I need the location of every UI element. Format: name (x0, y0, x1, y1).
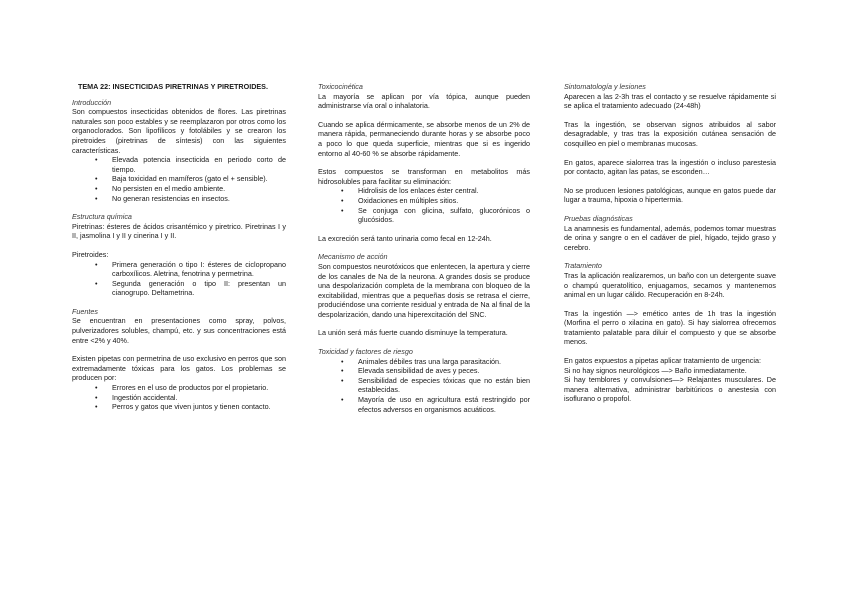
list-item: • Animales débiles tras una larga parasitación. (358, 357, 530, 367)
intro-paragraph: Son compuestos insecticidas obtenidos de flores. Las piretrinas naturales son poco estables y se reemplazaron por otros como los organoclorados. Son lipofílicos y fotolábiles y se crearon los piretroides (piretrinas de síntesis) con las siguientes características. (72, 107, 286, 155)
tx-line-1: Si no hay signos neurológicos —> Baño inmediatamente. (564, 365, 747, 375)
section-heading-estructura: Estructura química (72, 212, 132, 222)
section-heading-fuentes: Fuentes (72, 306, 98, 316)
sx-paragraph-3: En gatos, aparece sialorrea tras la ingestión o incluso parestesia por contacto, agitan las patas, se esconden… (564, 157, 776, 177)
pipettes-list (72, 383, 286, 412)
list-item: • Ingestión accidental. (112, 393, 286, 403)
tk-paragraph-1: La mayoría se aplican por vía tópica, aunque pueden administrarse vía oral o inhalatoria. (318, 91, 530, 111)
chem-paragraph: Piretrinas: ésteres de ácidos crisantémico y piretrico. Piretrinas I y II, jasmolina I y II y cinerina I y II. (72, 221, 286, 241)
tk-paragraph-2: Cuando se aplica dérmicamente, se absorbe menos de un 2% de manera rápida, permaneciendo durante horas y se absorbe poco a poco lo que queda superficie, mientras que si es ingerido entorno al 40-60 % se absorbe rápidamente. (318, 119, 530, 158)
sx-paragraph-4: No se producen lesiones patológicas, aunque en gatos puede dar lugar a trauma, hipoxia o hipertermia. (564, 185, 776, 205)
list-item: • No generan resistencias en insectos. (112, 194, 286, 204)
intro-list (72, 155, 286, 203)
list-item: • Elevada potencia insecticida en periodo corto de tiempo. (112, 155, 286, 174)
tx-paragraph-1: Tras la aplicación realizaremos, un baño con un detergente suave o champú queratolítico, enjuagamos, secamos y mantenemos animal en un lugar cálido. Recuperación en 8-24h. (564, 270, 776, 300)
tx-paragraph-3: En gatos expuestos a pipetas aplicar tratamiento de urgencia: (564, 356, 761, 366)
column-1 (72, 82, 286, 421)
risk-list (318, 357, 530, 415)
section-heading-sintomatologia: Sintomatología y lesiones (564, 82, 646, 91)
moa-paragraph-2: La unión será más fuerte cuando disminuye la temperatura. (318, 328, 508, 338)
list-item: • Hidrolisis de los enlaces éster central. (358, 186, 530, 196)
document-title: TEMA 22: INSECTICIDAS PIRETRINAS Y PIRETROIDES. (78, 82, 268, 91)
tk-list (318, 186, 530, 224)
list-item: • Elevada sensibilidad de aves y peces. (358, 366, 530, 376)
dx-paragraph-1: La anamnesis es fundamental, además, podemos tomar muestras de orina y sangre o en el cadáver de piel, hígado, tejido graso y cerebro. (564, 223, 776, 252)
list-item: • Se conjuga con glicina, sulfato, glucorónicos o glucósidos. (358, 206, 530, 225)
moa-paragraph-1: Son compuestos neurotóxicos que enlentecen, la apertura y cierre de los canales de Na de la neurona. A grandes dosis se produce una despolarización completa de la membrana con bloqueo de la excitabilidad, mientras que a pequeñas dosis se retrasa el cierre, produciéndose una corriente residual y entrada de Na al final de la despolarización, dando una hiperexcitación del SNC. (318, 261, 530, 319)
list-item: • Primera generación o tipo I: ésteres de ciclopropano carboxílicos. Aletrina, fenotrina y permetrina. (112, 260, 286, 279)
piretroides-list (72, 260, 286, 298)
tx-line-2: Si hay temblores y convulsiones—> Relajantes musculares. De manera alternativa, administrar barbitúricos o anestesia con isoflurano o propofol. (564, 375, 776, 404)
sx-paragraph-2: Tras la ingestión, se observan signos atribuidos al sabor desagradable, y tras tras la exposición cutánea sensación de cosquilleo en piel o membranas mucosas. (564, 119, 776, 148)
section-heading-pruebas: Pruebas diagnósticas (564, 213, 633, 223)
section-heading-toxicidad: Toxicidad y factores de riesgo (318, 347, 413, 357)
section-heading-mecanismo: Mecanismo de acción (318, 252, 388, 262)
list-item: • Perros y gatos que viven juntos y tienen contacto. (112, 402, 286, 412)
pipettes-paragraph: Existen pipetas con permetrina de uso exclusivo en perros que son extremadamente tóxicas para los gatos. Los problemas se producen por: (72, 354, 286, 383)
piretroides-heading: Piretroides: (72, 249, 109, 259)
column-2 (318, 82, 530, 423)
list-item: • Segunda generación o tipo II: presentan un cianogrupo. Deltametrina. (112, 279, 286, 298)
list-item: • Sensibilidad de especies tóxicas que no están bien establecidas. (358, 376, 530, 395)
sx-paragraph-1: Aparecen a las 2-3h tras el contacto y se resuelve rápidamente si se aplica el tratamiento adecuado (24-48h) (564, 91, 776, 111)
section-heading-tratamiento: Tratamiento (564, 261, 602, 271)
column-3 (564, 82, 776, 404)
list-item: • No persisten en el medio ambiente. (112, 184, 286, 194)
tx-paragraph-2: Tras la ingestión —> emético antes de 1h tras la ingestión (Morfina el perro o xilacina en gato). Si hay sialorrea ofrecemos tratamiento palatable para diluir el compuesto y que se absorbe menos. (564, 308, 776, 347)
list-item: • Oxidaciones en múltiples sitios. (358, 196, 530, 206)
section-heading-toxicocinetica: Toxicocinética (318, 82, 363, 91)
list-item: • Baja toxicidad en mamíferos (gato el + sensible). (112, 174, 286, 184)
section-heading-introduccion: Introducción (72, 97, 112, 107)
sources-paragraph: Se encuentran en presentaciones como spray, polvos, pulverizadores solubles, champú, etc. y sus concentraciones está entre <2% y 40%. (72, 316, 286, 345)
tk-paragraph-4: La excreción será tanto urinaria como fecal en 12-24h. (318, 233, 492, 243)
list-item: • Errores en el uso de productos por el propietario. (112, 383, 286, 393)
list-item: • Mayoría de uso en agricultura está restringido por efectos adversos en organismos acuáticos. (358, 395, 530, 414)
tk-paragraph-3: Estos compuestos se transforman en metabolitos más hidrosolubles para facilitar su eliminación: (318, 167, 530, 186)
